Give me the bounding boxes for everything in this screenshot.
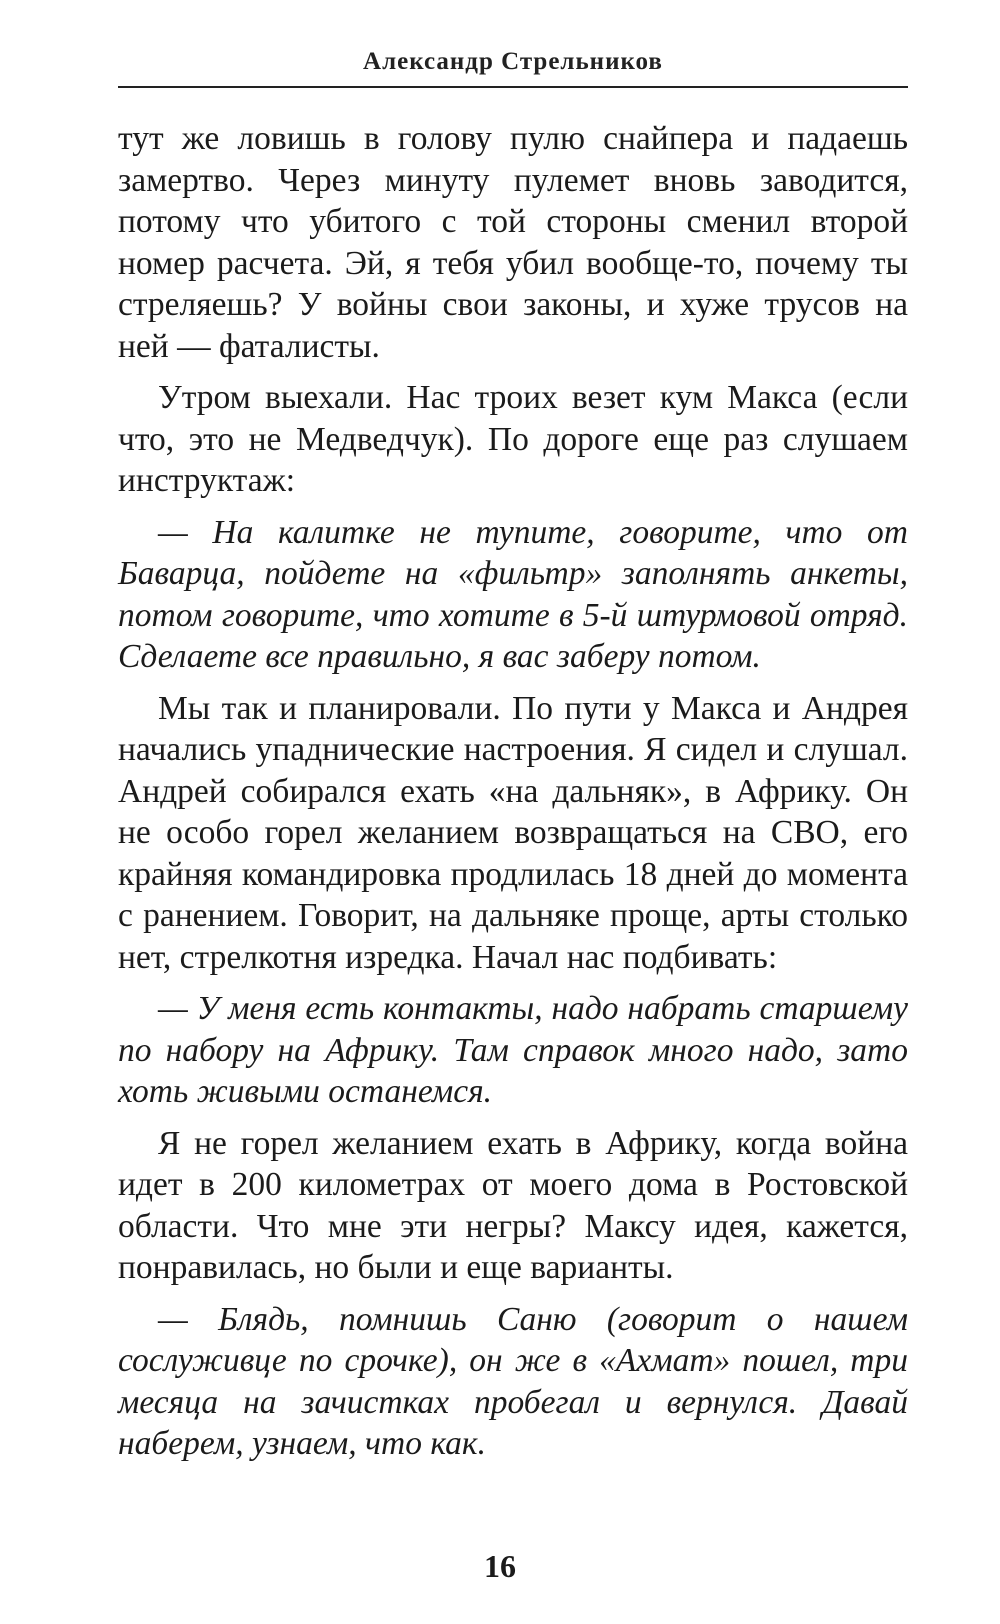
body-text xyxy=(118,118,908,1475)
page-number: 16 xyxy=(484,1548,516,1584)
header-rule xyxy=(118,86,908,88)
paragraph: Я не горел желанием ехать в Африку, когда война идет в 200 километрах от моего дома в Ростовской области. Что мне эти негры? Максу идея, кажется, понравилась, но были и еще варианты. xyxy=(118,1124,908,1286)
dialogue-paragraph: — У меня есть контакты, надо набрать старшему по набору на Африку. Там справок много надо, зато хоть живыми останемся. xyxy=(118,990,908,1110)
paragraph: тут же ловишь в голову пулю снайпера и падаешь замертво. Через минуту пулемет вновь заводится, потому что убитого с той стороны сменил второй номер расчета. Эй, я тебя убил вообще-то, почему ты стреляешь? У войны свои законы, и хуже трусов на ней — фаталисты. xyxy=(118,120,908,365)
dialogue-paragraph: — На калитке не тупите, говорите, что от Баварца, пойдете на «фильтр» заполнять анкеты, потом говорите, что хотите в 5-й штурмовой отряд. Сделаете все правильно, я вас заберу потом. xyxy=(118,513,908,675)
paragraph: Утром выехали. Нас троих везет кум Макса (если что, это не Медведчук). По дороге еще раз слушаем инструктаж: xyxy=(118,379,908,499)
running-title: Александр Стрельников xyxy=(363,48,663,75)
dialogue-paragraph: — Блядь, помнишь Саню (говорит о нашем сослуживце по срочке), он же в «Ахмат» пошел, три месяца на зачистках пробегал и вернулся. Давай наберем, узнаем, что как. xyxy=(118,1300,908,1462)
paragraph: Мы так и планировали. По пути у Макса и Андрея начались упаднические настроения. Я сидел и слушал. Андрей собирался ехать «на дальняк», в Африку. Он не особо горел желанием возвращаться на СВО, его крайняя командировка продлилась 18 дней до момента с ранением. Говорит, на дальняке проще, арты столько нет, стрелкотня изредка. Начал нас подбивать: xyxy=(118,689,908,976)
